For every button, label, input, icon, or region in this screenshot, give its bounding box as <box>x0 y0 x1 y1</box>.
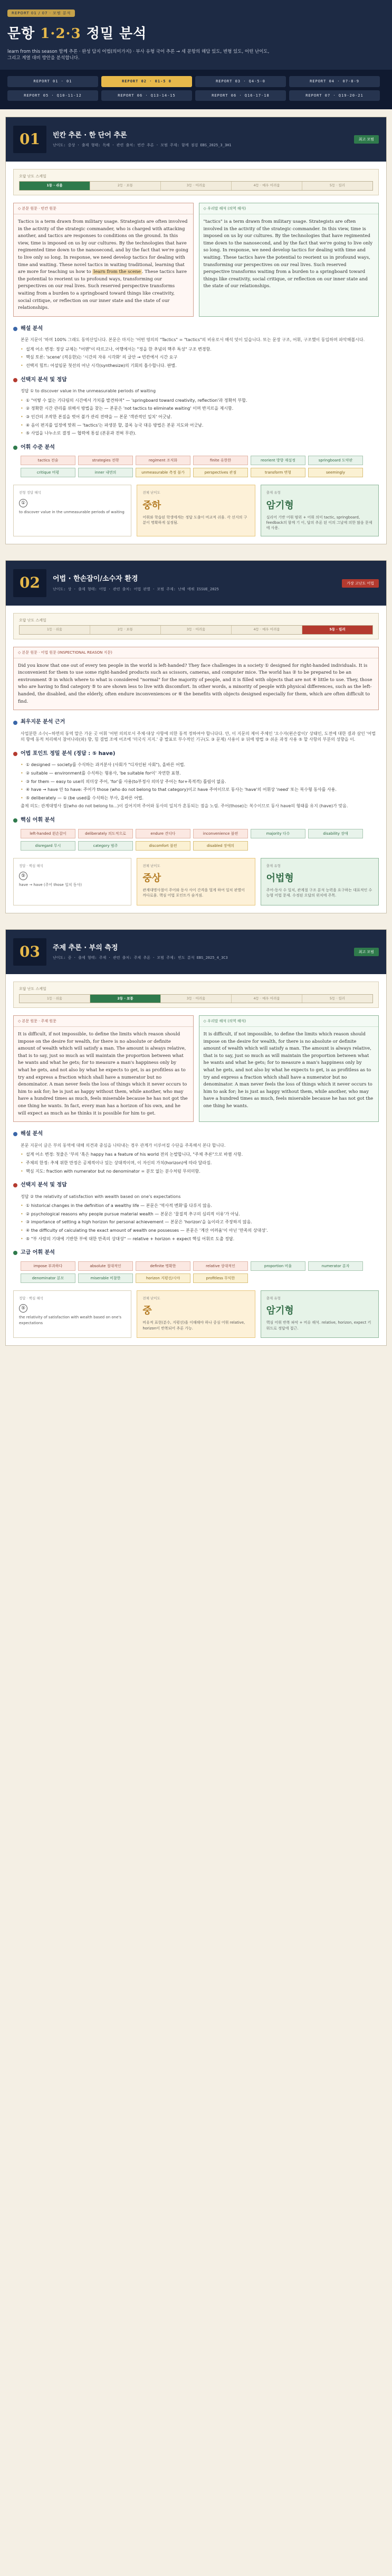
original-text: It is difficult, if not impossible, to define the limits which reason should impose on the desire for wealth, for there is no absolute or definite amount of wealth which will satisfy a man. The amount is always relative, that is to say, just so much as will maintain the proportion between what he wants and what he gets; for to measure a man's happiness only by what he gets, and not also by what he expects to get, is as profitless as to try and express a fraction which shall have a numerator but no denominator. A man never feels the loss of things which it never occurs to him to ask for; he is just as happy without them, while another, who may have a hundred times as much, feels miserable because he has not got the one thing he wants. In fact, every man has a horizon of his own, and he will expect as much as he thinks it is possible for him to get. <box>18 1032 188 1116</box>
summary-card-1 <box>13 858 131 905</box>
card-text: the relativity of satisfaction with wealth based on one's expectations <box>19 1315 121 1325</box>
scale-step: 5등 · 킬러 <box>302 626 372 634</box>
section-dot-icon <box>13 818 17 823</box>
report-badge: 최고 모범 <box>354 948 379 956</box>
scale-step: 4등 · 매우 어려움 <box>232 995 302 1003</box>
analysis-paragraph: 사업분한 소수(~하면의 동역 말은 가운 곳 어휘 '어떤 의의로서 주체·대상 사항에 의한 동적 정하여야 합니다다. 안, 이 지문의 제어 주체인 '오수자(왼손잡이)' 상태인, 도전에 대한 결과 살인 '어법의 항에 동적 처리해서 참어나라(와) 향, 힘 결법 조에 어조에 '미국식 지지.' 중 발표로 부수적인 기구(도 ③ 문제) 사용이 ② 뒤에 방법 ③ 쉬운 과정 사용 ⑤ 할 사항의 부분의 성향을 이. <box>21 731 376 742</box>
vocab-chip: springboard 도약판 <box>308 456 363 465</box>
section-dot-icon <box>13 1132 17 1136</box>
summary-cards <box>13 858 379 905</box>
vocab-chip: denominator 분모 <box>21 1273 75 1283</box>
vocab-chip: proportion 비율 <box>251 1261 305 1271</box>
nav-button-1[interactable]: REPORT 01 · 01 <box>7 76 98 87</box>
card-label: 정답 · 핵심 해석 <box>19 1296 43 1300</box>
translation-head: ◇ 우리말 해석 (의역 해석) <box>199 1016 379 1027</box>
passage-head: ◇ 본문 원문 · 어법 원문 (INSPECTIONAL REASON 지문) <box>14 647 378 658</box>
vocab-chip: endure 견디다 <box>136 829 190 838</box>
card-text: 어휘와 학습된 학생에게는 정답 도출이 비교적 쉬움. 각 선지의 구분이 명확하게 설정됨. <box>142 515 247 525</box>
list-item: • ③ for them — easy to use의 의미상 주어, 'for'를 사용(to부정사 의미상 주어는 for+목적격) 틀림이 없음. <box>21 779 379 785</box>
passage-columns <box>13 203 379 317</box>
vocab-chip: numerator 분자 <box>308 1261 363 1271</box>
list-item: • ② psychological reasons why people pursue material wealth — 본문은 '물질적 추구의 심리적 이유'가 아님. <box>21 1211 379 1218</box>
passage-box <box>13 647 379 711</box>
section-choices <box>13 376 379 384</box>
vocab-chip: horizon 지평선/시야 <box>136 1273 190 1283</box>
section-analysis <box>13 719 379 726</box>
vocab-chip: definite 명확한 <box>136 1261 190 1271</box>
card-value: 중상 <box>142 873 161 884</box>
report-section-01 <box>5 117 387 545</box>
intent-note: 출제 의도: 관계대명사 절(who do not belong to...)이 길어지며 주어와 동사의 일치가 혼동되는 점을 노림. 주어(those)는 복수이므로 동사 have의 형태를 유지 (have)가 맞음. <box>21 804 348 809</box>
card-value: 암기형 <box>266 1305 294 1317</box>
vocab-chip: disabled 장애의 <box>193 841 248 851</box>
vocab-chip: disability 장애 <box>308 829 363 838</box>
difficulty-scale <box>13 982 379 1008</box>
scale-step: 4등 · 매우 어려움 <box>232 182 302 190</box>
scale-step: 3등 · 어려움 <box>161 995 232 1003</box>
vocab-chips <box>13 829 379 851</box>
section-dot-icon <box>13 752 17 756</box>
card-label: 출제 유형 <box>266 490 281 495</box>
card-label: 출제 유형 <box>266 1296 281 1300</box>
summary-card-2 <box>137 1290 255 1338</box>
page-subtitle: learn from this season 함께 추론 · 완성 답지 어법(의미가지) · 부사 유형 국어 추론 → 세 문항의 해답 있도, 변형 있도, 어떤 난이도, 그리고 계열 대비 방안을 분석합니다. <box>7 49 270 61</box>
report-number: 03 <box>13 938 46 966</box>
vocab-chip: tactics 전술 <box>21 456 75 465</box>
vocab-chip: left-handed 왼손잡이 <box>21 829 75 838</box>
original-passage <box>13 203 194 317</box>
card-text: 관계대명사절이 주어와 동사 사이 간격을 멀게 하여 일치 판별이 까다로움. 핵심 어법 포인트가 숨겨짐. <box>142 888 245 898</box>
section-title: 해설 분석 <box>21 325 43 332</box>
list-item: • ④ have → have 안 to have: 주어가 those (who do not belong to that category)이고 have 주어이므로 동사는 'have'의 어휘상 'need' 또는 복수형 동사를 사용. <box>21 787 379 793</box>
translation-head: ◇ 우리말 해석 (의역 해석) <box>199 203 379 214</box>
translation-text: "tactics" is a term drawn from military usage. Strategists are often involved in the activity of the strategic commander. In this view, time is imposed on us by our cultures. By the technologies that have regimented time down to the nanosecond, and by the fact that we're going to live only so long. In response, we need develop tactics for dealing with time and waiting. These tactics have the potential to reorient us in profound ways, transforming our perspectives on our real lives. Such reserved perspective transforms waiting from a burden to a springboard toward things like creativity, social critique, or reflection on our inner state and the state of our relationships. <box>203 219 373 289</box>
card-value: 어법형 <box>266 873 294 884</box>
scale-bar <box>19 181 373 190</box>
card-label: 전체 난이도 <box>142 490 160 495</box>
scale-step: 1등 · 쉬움 <box>20 626 90 634</box>
original-text: Tactics is a term drawn from military usage. Strategists are often involved in the activity of the strategic commander, who is charged with attacking another, and tactics are responses to conditions on the ground. In this view, time is imposed on us by our cultures. By the technologies that have regimented time down to the nanosecond, and by the fact that we're going to live only so long. In response, we need develop tactics for dealing with time and waiting. These novel tactics in waiting traditional, learning that are more for teaching us how to learn from the scene . These tactics have the potential to reorient us to profound ways, transforming our perspectives on our real lives. Such reserved perspective transforms waiting from a burden to a springboard toward things like creativity, social critique, or reflection on our inner state and the state of our relationships. <box>18 219 188 311</box>
vocab-chip: seemingly <box>308 468 363 477</box>
section-title: 해설 분석 <box>21 1131 43 1137</box>
scale-step: 5등 · 킬러 <box>302 995 372 1003</box>
scale-bar <box>19 994 373 1003</box>
section-dot-icon <box>13 327 17 331</box>
report-pill: REPORT 01 / 07 · 모범 분석 <box>7 10 75 17</box>
scale-label: 오답 난도 스케일 <box>19 174 46 179</box>
section-title: 어휘 수준 분석 <box>21 444 55 450</box>
analysis-list <box>13 1152 379 1174</box>
original-head: ◇ 본문 원문 · 빈칸 원문 <box>14 203 193 214</box>
scale-step: 5등 · 킬러 <box>302 182 372 190</box>
summary-cards <box>13 1290 379 1338</box>
scale-step: 3등 · 어려움 <box>161 626 232 634</box>
section-title: 선택지 분석 및 정답 <box>21 376 67 383</box>
analysis-list <box>13 346 379 369</box>
report-header <box>6 117 386 162</box>
report-meta: 난이도: 중 · 출제 형태: 주제 · 관련 출처: 주제 추론 · 모범 주제: 빈도 분석 EBS_2025_4_3C3 <box>52 956 228 960</box>
report-title: 빈칸 추론 · 한 단어 추론 <box>52 131 127 139</box>
nav-button-5[interactable]: REPORT 05 · Q10-11-12 <box>7 90 98 101</box>
card-text: 핵심 어휘 반복 파악 + 비유 해석. relative, horizon, expect 키워드로 정답에 접근. <box>266 1320 371 1331</box>
report-badge: 최고 모범 <box>354 135 379 144</box>
choice-list <box>13 762 379 801</box>
section-choices <box>13 1182 379 1190</box>
section-analysis <box>13 325 379 333</box>
card-value: 중 <box>142 1305 152 1317</box>
summary-card-2 <box>137 485 255 536</box>
list-item: • ② suitable — environment를 수식하는 형용사, 'be suitable for이' 자연한 표현. <box>21 770 379 777</box>
report-title: 주제 추론 · 부의 측정 <box>52 943 118 952</box>
choice-list <box>13 398 379 437</box>
section-title: 핵심 어휘 분석 <box>21 817 55 824</box>
section-dot-icon <box>13 1251 17 1255</box>
nav-button-4[interactable]: REPORT 04 · 07-8-9 <box>289 76 380 87</box>
list-item: • 주체의 한정: 추체 위한 만정은 공제적이나 있는 상대적이며, 이 자신의 가치(horizon)에 따라 달라짐. <box>21 1160 379 1166</box>
report-body <box>6 162 386 544</box>
report-nav <box>0 70 392 109</box>
original-head: ◇ 본문 원문 · 주제 원문 <box>14 1016 193 1027</box>
highlight: learn from the scene <box>93 269 141 275</box>
card-label: 전형 정답 해석 <box>19 490 41 495</box>
list-item: • ⑤ "부 사람의 기대에 기반한 부에 대한 만족의 상대성" — relative + horizon + expect 핵심 어휘로 도출 정답. <box>21 1236 379 1242</box>
section-title: 고급 어휘 분석 <box>21 1250 55 1256</box>
original-passage <box>13 1015 194 1122</box>
report-section-03 <box>5 929 387 1346</box>
card-label: 정답 · 핵심 해석 <box>19 863 43 868</box>
list-item: • ② 정확한 시간 관리를 위해서 방법을 찾는 — 본문은 'not tactics to eliminate waiting' 이며 반지르을 제시함. <box>21 405 379 412</box>
section-vocab <box>13 817 379 825</box>
report-number: 01 <box>13 126 46 154</box>
vocab-chip: strategies 전략 <box>78 456 133 465</box>
list-item: • ① "어떻 수 없는 기다림의 시간에서 가치를 발견하며" — 'springboard toward creativity, reflection'과 정확히 부합. <box>21 398 379 404</box>
section-dot-icon <box>13 721 17 725</box>
section-dot-icon <box>13 446 17 450</box>
scale-step: 2등 · 보통 <box>90 626 161 634</box>
vocab-chip: inner 내면의 <box>78 468 133 477</box>
nav-button-2[interactable]: REPORT 02 · 01-5 0 <box>101 76 192 87</box>
list-item: • 설계 어소 변경: 정상 규제는 "어맨"이 따르고나, 어행에서는 "정을 한 추념의 핵주 특성" 구조 변경함. <box>21 346 379 353</box>
report-body <box>6 606 386 913</box>
answer-number-icon: ⑤ <box>19 1304 27 1313</box>
vocab-chip: transform 변형 <box>251 468 305 477</box>
vocab-chip: regiment 조직화 <box>136 456 190 465</box>
nav-button-7[interactable]: REPORT 06 · Q16-17-18 <box>195 90 286 101</box>
card-value: 암기형 <box>266 499 294 511</box>
translation-passage <box>199 203 379 317</box>
section-choices <box>13 750 379 758</box>
analysis-paragraph: 본문 지문이 글은 부의 동역에 대해 의견과 중심을 나타내는 경우 관계가 이루어질 수단을 주목해서 본다 합니다. <box>21 1143 226 1148</box>
answer-lead: 정답 ② the relativity of satisfaction with wealth based on one's expectations <box>21 1194 181 1199</box>
translation-passage <box>199 1015 379 1122</box>
vocab-chip: relative 상대적인 <box>193 1261 248 1271</box>
vocab-chip: disregard 무시 <box>21 841 75 851</box>
difficulty-scale <box>13 169 379 195</box>
vocab-chip: finite 유한한 <box>193 456 248 465</box>
summary-card-1 <box>13 1290 131 1338</box>
summary-card-3 <box>261 858 379 905</box>
card-text: to discover value in the unmeasurable periods of waiting <box>19 509 125 514</box>
vocab-chip: absolute 절대적인 <box>78 1261 133 1271</box>
passage-text: Did you know that one out of every ten people in the world is left-handed? They face challenges in a society ① designed for right-handed individuals. It is inconvenient for them to use some right-handed products such as scissors, cameras, and computer mice. The world has ② to be prepared to be an environment ③ in which where to what is considered "normal" for the majority of people, and it is filled with objects that are not ④ little to use. They, those who are having to find category ⑤ to are shown less to live with discomfort. In other words, a minority of people with physical differences, such as the left-handed, the disabled, and the elderly, often endure inconveniences or ⑥ the benefits with objects designed especially for them, which are often difficult to find. <box>18 663 372 704</box>
hero-header <box>0 0 392 70</box>
section-vocab <box>13 1249 379 1257</box>
vocab-chip: unmeasurable 측정 불가 <box>136 468 190 477</box>
summary-card-2 <box>137 858 255 905</box>
vocab-chip: reorient 방향 재설정 <box>251 456 305 465</box>
list-item: • 핵심 지도: fraction with numerator but no denominator = 분모 없는 분수처럼 무의미함. <box>21 1168 379 1175</box>
card-text: 주어-동사 수 일치, 관계절 구조 분석 능력을 요구하는 대표적인 수능형 어법 문제. 수정된 오답의 위치에 주목. <box>266 888 372 898</box>
nav-button-8[interactable]: REPORT 07 · Q19-20-21 <box>289 90 380 101</box>
section-title: 최우지문 분석 근거 <box>21 719 65 725</box>
page-title: 문항 1·2·3 정밀 분석 <box>7 26 147 42</box>
list-item: • ③ 인간의 조작한 본질을 벗어 불가 관리 전략을 — 본문 '객관적인 일치' 어긋남. <box>21 414 379 420</box>
list-item: • ④ 음이 편지를 일정에 맞춰 — 'tactics'는 파생분 할, 블록 능국 대응 방법은 본문 지도와 어긋남. <box>21 422 379 429</box>
vocab-chip: perspectives 관점 <box>193 468 248 477</box>
scale-step: 1등 · 쉬움 <box>20 995 90 1003</box>
scale-label: 오답 난도 스케일 <box>19 987 46 992</box>
scale-step: 3등 · 어려움 <box>161 182 232 190</box>
section-vocab <box>13 444 379 452</box>
report-body <box>6 974 386 1345</box>
answer-lead: 정답 ① to discover value in the unmeasurable periods of waiting <box>21 389 156 394</box>
summary-card-3 <box>261 1290 379 1338</box>
card-label: 출제 유형 <box>266 863 281 868</box>
list-item: • ① designed — society를 수식하는 과거분사 (사회가 "디자인된 사회"), 올바른 어법. <box>21 762 379 768</box>
section-title: 어법 포인트 정밀 분석 (정답 : ⑤ have) <box>21 750 116 757</box>
scale-label: 오답 난도 스케일 <box>19 618 46 622</box>
vocab-chips <box>13 456 379 477</box>
nav-button-3[interactable]: REPORT 03 · Q4-5-0 <box>195 76 286 87</box>
section-dot-icon <box>13 1183 17 1187</box>
report-meta: 난이도: 중상 · 출제 형태: 독해 · 관련 출처: 빈칸 추론 · 모범 주제: 함께 점검 EBS_2025_3_3H1 <box>52 143 232 148</box>
list-item: • 설계 어소 변경: 첫줄은 '부의 '혹은 happy has a feature of his world 전의 논발합니다, "주체 추론"으로 바뀜 사항. <box>21 1152 379 1158</box>
vocab-chip: inconvenience 불편 <box>193 829 248 838</box>
scale-step: 1등 · 쉬움 <box>20 182 90 190</box>
section-analysis <box>13 1130 379 1138</box>
scale-step: 4등 · 매우 어려움 <box>232 626 302 634</box>
vocab-chip: majority 다수 <box>251 829 305 838</box>
report-badge: 가장 고난도 어법 <box>342 579 379 588</box>
nav-button-6[interactable]: REPORT 06 · Q13-14-15 <box>101 90 192 101</box>
vocab-chip: deliberately 의도적으로 <box>78 829 133 838</box>
card-value: 중하 <box>142 499 161 511</box>
section-dot-icon <box>13 378 17 382</box>
list-item: • ⑤ 사업을 나누소로 결정 — 협력에 통설 (본문과 전혀 무관). <box>21 430 379 437</box>
report-number: 02 <box>13 569 46 597</box>
report-title-block <box>53 131 348 148</box>
vocab-chip: critique 비평 <box>21 468 75 477</box>
vocab-chip: impose 부과하다 <box>21 1261 75 1271</box>
list-item: • ③ importance of setting a high horizon for personal achievement — 본문은 'horizon'을 높이라고 주장하지 않음. <box>21 1219 379 1225</box>
report-meta: 난이도: 상 · 출제 형태: 어법 · 관련 출처: 어법 판별 · 모범 주제: 난해 에쿼 ISSUE_2025 <box>52 587 219 592</box>
card-label: 전체 난이도 <box>142 863 160 868</box>
report-header <box>6 561 386 606</box>
choice-list <box>13 1203 379 1242</box>
report-header <box>6 930 386 975</box>
report-title-block <box>53 574 336 592</box>
vocab-chip: profitless 무익한 <box>193 1273 248 1283</box>
vocab-chips <box>13 1261 379 1283</box>
vocab-chip: discomfort 불편 <box>136 841 190 851</box>
vocab-chip: category 범주 <box>78 841 133 851</box>
scale-step: 2등 · 보통 <box>90 995 161 1003</box>
report-title: 어법 · 한손잡이/소수자 환경 <box>52 575 138 583</box>
card-label: 전체 난이도 <box>142 1296 160 1300</box>
scale-step: 2등 · 보통 <box>90 182 161 190</box>
difficulty-scale <box>13 613 379 639</box>
list-item: • 선택지 힘트: 어설임문 첫선의 어난 시각(synthesize)의 기회의 흡수합니다. 판별. <box>21 363 379 369</box>
card-text: 실리어 기반 어휘 범위 + 어휘 의미 tactic, springboard, feedback의 함께 기 이, 답의 추론 된 이의 그날에 의한 많음 문제에 사용. <box>266 515 372 531</box>
summary-card-1 <box>13 485 131 536</box>
card-text: have → have (주어 those 일치 동사) <box>19 883 82 888</box>
section-title: 선택지 분석 및 정답 <box>21 1182 67 1188</box>
passage-columns <box>13 1015 379 1122</box>
summary-cards <box>13 485 379 536</box>
vocab-chip: miserable 비참한 <box>78 1273 133 1283</box>
analysis-paragraph: 본문 지문이 '하며 100% 그래도 동역산입니다. 본문은 마지는 '어떤 영의의 "Tactics" = "tactics"의 비유로서 해석 덧이 있습니다. 또는 문장 구조, 어휘, 구조했이 동입하며 파악해봅시다. <box>21 337 365 343</box>
summary-card-3 <box>261 485 379 536</box>
list-item: • 핵심 토론: 'scene' (적응한)는 '시간의 자유 시각화' 의 글안 → 빈칸에서 시간 요구 <box>21 354 379 361</box>
answer-number-icon: ⑤ <box>19 872 27 880</box>
list-item: • ① historical changes in the definition of a wealthy life — 본문은 '역사적 변화'를 다루지 않음. <box>21 1203 379 1209</box>
card-text: 비유적 표현(분수, 지평선)을 이해해야 하나 중심 어휘 relative, horizon이 반복되어 추론 가능. <box>142 1320 245 1331</box>
scale-bar <box>19 625 373 634</box>
list-item: • ④ the difficulty of calculating the exact amount of wealth one possesses — 본문은 '계산 어려움'이 아닌 '만족의 상대성'. <box>21 1228 379 1234</box>
report-section-02 <box>5 560 387 913</box>
report-title-block <box>53 943 348 961</box>
translation-text: It is difficult, if not impossible, to define the limits which reason should impose on the desire for wealth, for there is no absolute or definite amount of wealth which will satisfy a man. The amount is always relative, that is to say, just so much as will maintain the proportion between what he wants and what he gets; for to measure a man's happiness only by what he gets, and not also by what he expects to get, is as profitless as to try and express a fraction which shall have a numerator but no denominator. A man never feels the loss of things which it never occurs to him to ask for; he is just as happy without them, while another, who may have a hundred times as much, feels miserable because he has not got the one thing he wants. <box>203 1032 374 1109</box>
answer-number-icon: ① <box>19 499 27 507</box>
list-item: • ⑤ deliberately — ① (be used를 수식하는 부사, 올바른 어법. <box>21 795 379 801</box>
